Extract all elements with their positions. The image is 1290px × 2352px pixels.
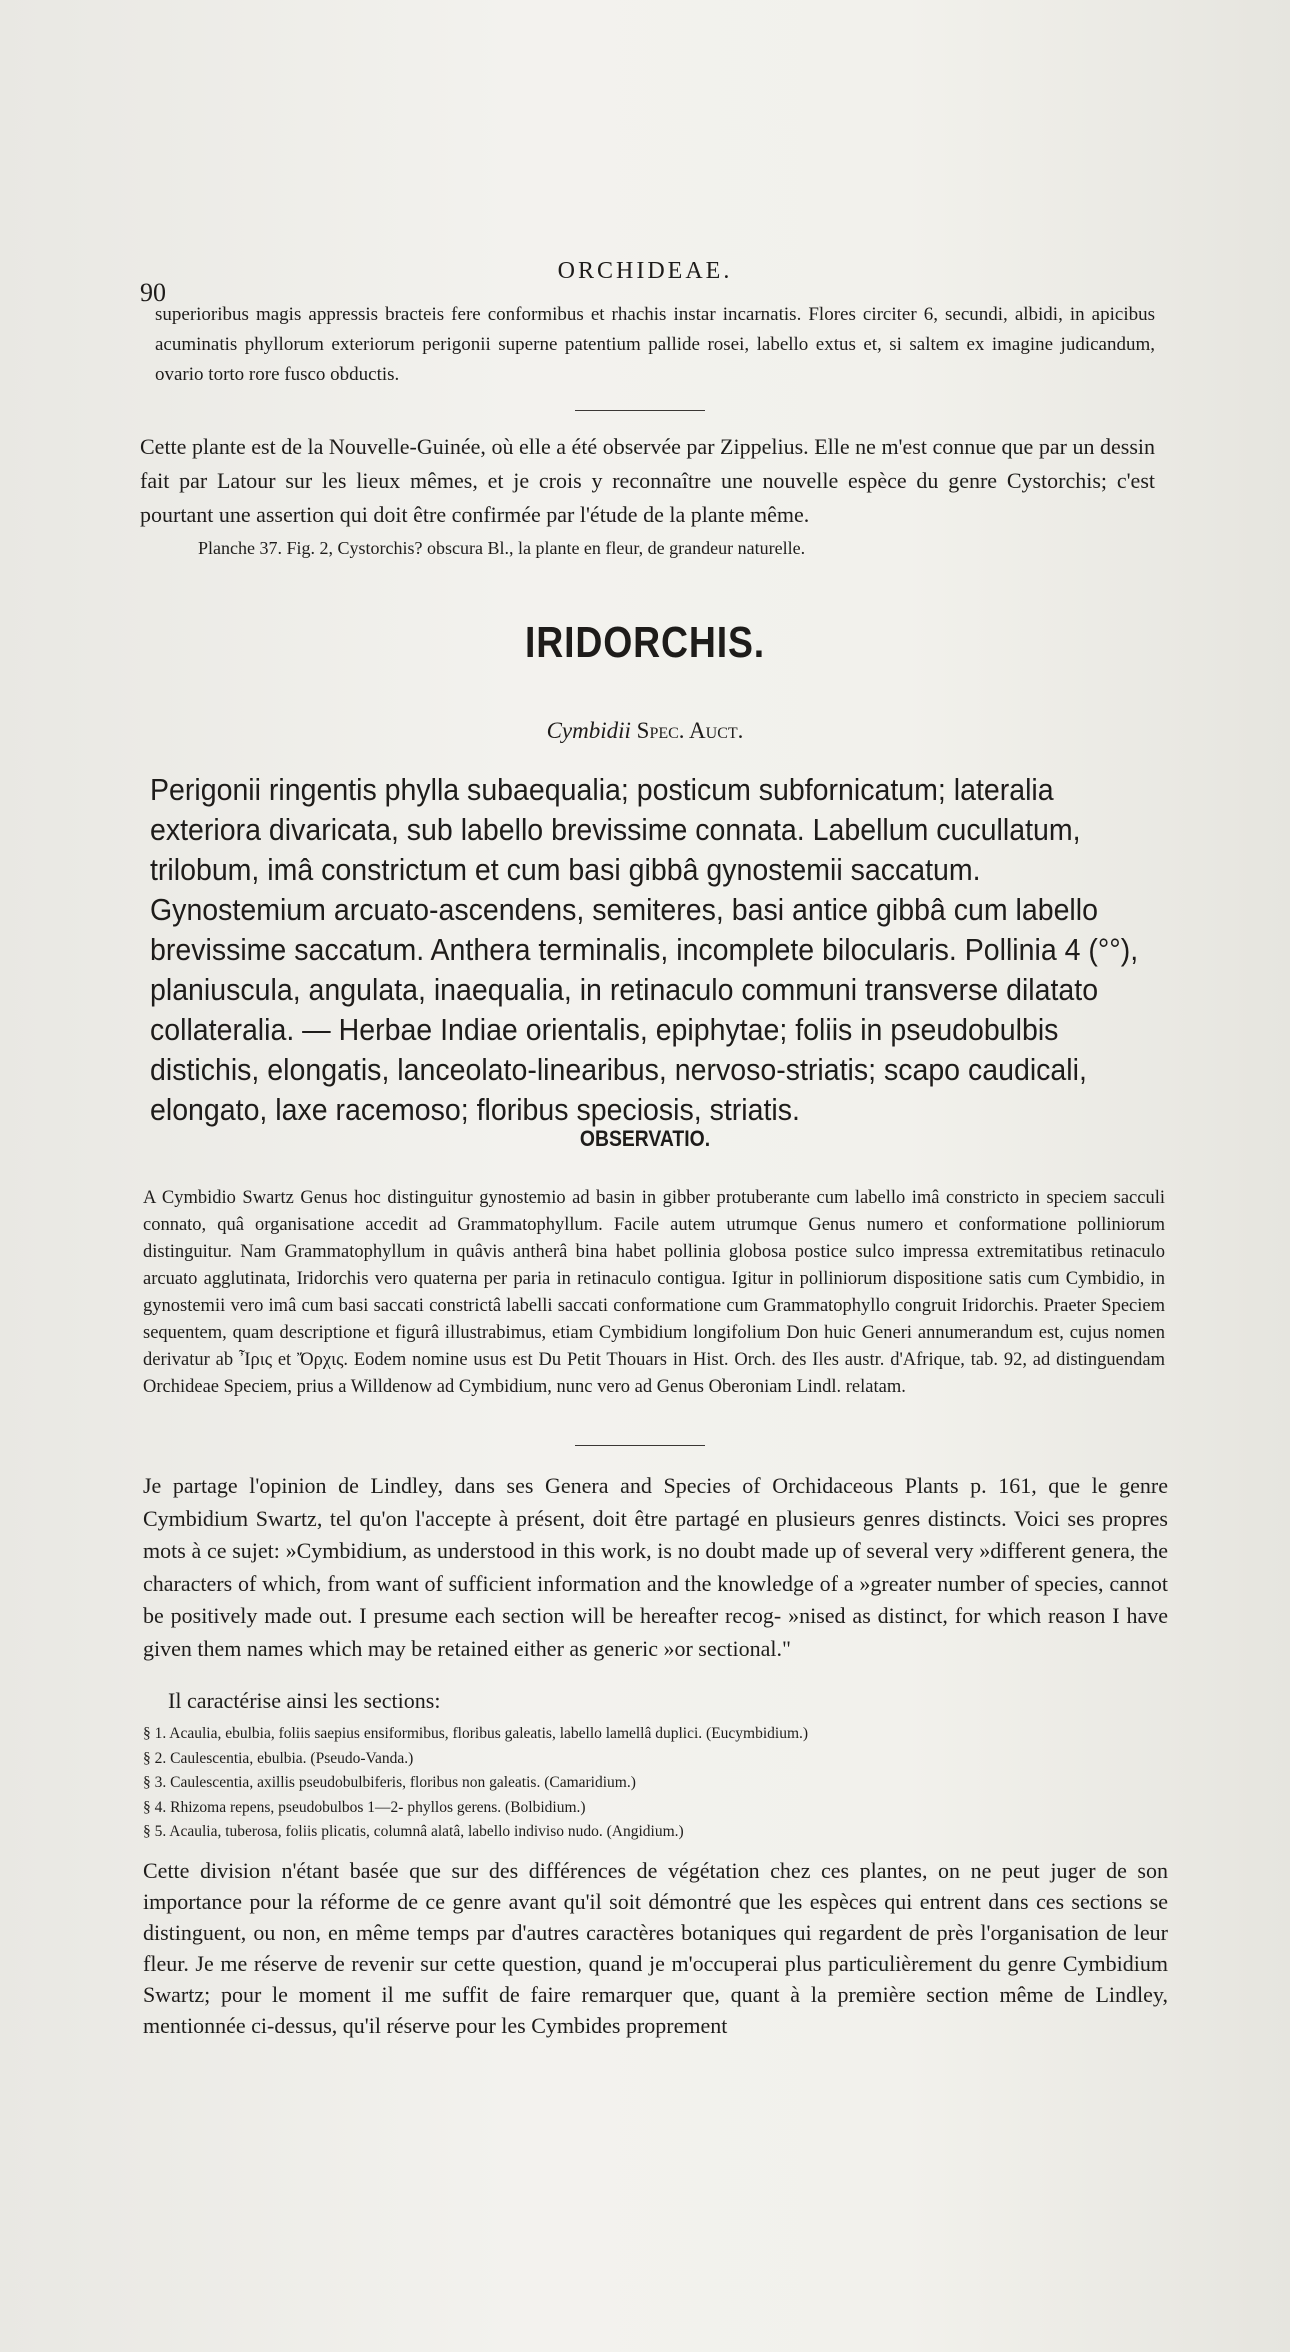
section-list bbox=[143, 1722, 808, 1845]
synonym-italic: Cymbidii bbox=[546, 718, 631, 743]
plate-reference: Planche 37. Fig. 2, Cystorchis? obscura Bl., la plante en fleur, de grandeur naturelle. bbox=[198, 538, 806, 558]
section-item: § 2. Caulescentia, ebulbia. (Pseudo-Vanda.) bbox=[143, 1749, 414, 1767]
synonym-rest: Spec. bbox=[630, 718, 690, 743]
section-item: § 4. Rhizoma repens, pseudobulbos 1—2- phyllos gerens. (Bolbidium.) bbox=[143, 1798, 586, 1816]
genus-synonym bbox=[0, 718, 1290, 744]
section-item: § 1. Acaulia, ebulbia, foliis saepius ensiformibus, floribus galeatis, labello lamellâ duplici. (Eucymbidium.) bbox=[143, 1725, 809, 1742]
characterise-line: Il caractérise ainsi les sections: bbox=[168, 1688, 441, 1713]
section-item: § 3. Caulescentia, axillis pseudobulbiferis, floribus non galeatis. (Camaridium.) bbox=[143, 1774, 636, 1791]
genus-diagnosis: Perigonii ringentis phylla subaequalia; posticum subfornicatum; lateralia exteriora divaricata, sub labello brevissime connata. Labellum cucullatum, trilobum, imâ constrictum et cum basi gibbâ gynostemii saccatum. Gynostemium arcuato-ascendens, semiteres, basi antice gibbâ cum labello brevissime saccatum. Anthera terminalis, incomplete bilocularis. Pollinia 4 (°°), planiuscula, angulata, inaequalia, in retinaculo communi transverse dilatato collateralia. — Herbae Indiae orientalis, epiphytae; foliis in pseudobulbis distichis, elongatis, lanceolato-linearibus, nervoso-striatis; scapo caudicali, elongato, laxe racemoso; floribus speciosis, striatis. bbox=[150, 772, 1139, 1127]
french-note: Cette plante est de la Nouvelle-Guinée, où elle a été observée par Zippelius. Elle ne m'est connue que par un dessin fait par Latour sur les lieux mêmes, et je crois y reconnaître une nouvelle espèce du genre Cystorchis; c'est pourtant une assertion qui doit être confirmée par l'étude de la plante même. bbox=[140, 434, 1155, 527]
synonym-auct: Auct. bbox=[689, 718, 744, 743]
observatio-text: A Cymbidio Swartz Genus hoc distinguitur gynostemio ad basin in gibber protuberante cum labello imâ constricto in speciem sacculi connato, quâ organisatione accedit ad Grammatophyllum. Facile autem utrumque Genus numero et conformatione polliniorum distinguitur. Nam Grammatophyllum in quâvis antherâ bina habet pollinia globosa postice sulco impressa extremitatibus retinaculo arcuato agglutinata, Iridorchis vero quaterna per paria in retinaculo contigua. Igitur in polliniorum dispositione satis cum Cymbidio, in gynostemii vero imâ cum basi saccati constrictâ labelli saccati conformatione cum Grammatophyllo congruit Iridorchis. Praeter Speciem sequentem, quam descriptione et figurâ illustrabimus, etiam Cymbidium longifolium Don huic Generi annumerandum est, cujus nomen derivatur ab Ἶρις et Ὄρχις. Eodem nomine usus est Du Petit Thouars in Hist. Orch. des Iles austr. d'Afrique, tab. 92, ad distinguendam Orchideae Speciem, prius a Willdenow ad Cymbidium, nunc vero ad Genus Oberoniam Lindl. relatam. bbox=[143, 1188, 1165, 1397]
genus-title: IRIDORCHIS. bbox=[524, 618, 765, 667]
observatio-heading: OBSERVATIO. bbox=[579, 1126, 711, 1151]
section-item: § 5. Acaulia, tuberosa, foliis plicatis, columnâ alatâ, labello indiviso nudo. (Angidium.) bbox=[143, 1823, 684, 1840]
running-head: ORCHIDEAE. bbox=[557, 258, 733, 284]
latin-continuation: superioribus magis appressis bracteis fere conformibus et rhachis instar incarnatis. Flores circiter 6, secundi, albidi, in apicibus acuminatis phyllorum exteriorum perigonii superne patentium pallide rosei, labello extus et, si saltem ex imagine judicandum, ovario torto rore fusco obductis. bbox=[155, 304, 1155, 385]
final-paragraph: Cette division n'étant basée que sur des différences de végétation chez ces plantes, on ne peut juger de son importance pour la réforme de ce genre avant qu'il soit démontré que les espèces qui entrent dans ces sections se distinguent, ou non, en même temps par d'autres caractères botaniques qui regardent de près l'organisation de leur fleur. Je me réserve de revenir sur cette question, quand je m'occuperai plus particulièrement du genre Cymbidium Swartz; pour le moment il me suffit de faire remarquer que, quant à la première section même de Lindley, mentionnée ci-dessus, qu'il réserve pour les Cymbides proprement bbox=[143, 1858, 1168, 2038]
discussion-paragraph: Je partage l'opinion de Lindley, dans ses Genera and Species of Orchidaceous Plants p. 161, que le genre Cymbidium Swartz, tel qu'on l'accepte à présent, doit être partagé en plusieurs genres distincts. Voici ses propres mots à ce sujet: »Cymbidium, as understood in this work, is no doubt made up of several very »different genera, the characters of which, from want of sufficient information and the knowledge of a »greater number of species, cannot be positively made out. I presume each section will be hereafter recog- »nised as distinct, for which reason I have given them names which may be retained either as generic »or sectional." bbox=[143, 1473, 1168, 1661]
divider-rule bbox=[575, 410, 705, 411]
page-number: 90 bbox=[140, 278, 166, 307]
divider-rule-2 bbox=[575, 1445, 705, 1446]
